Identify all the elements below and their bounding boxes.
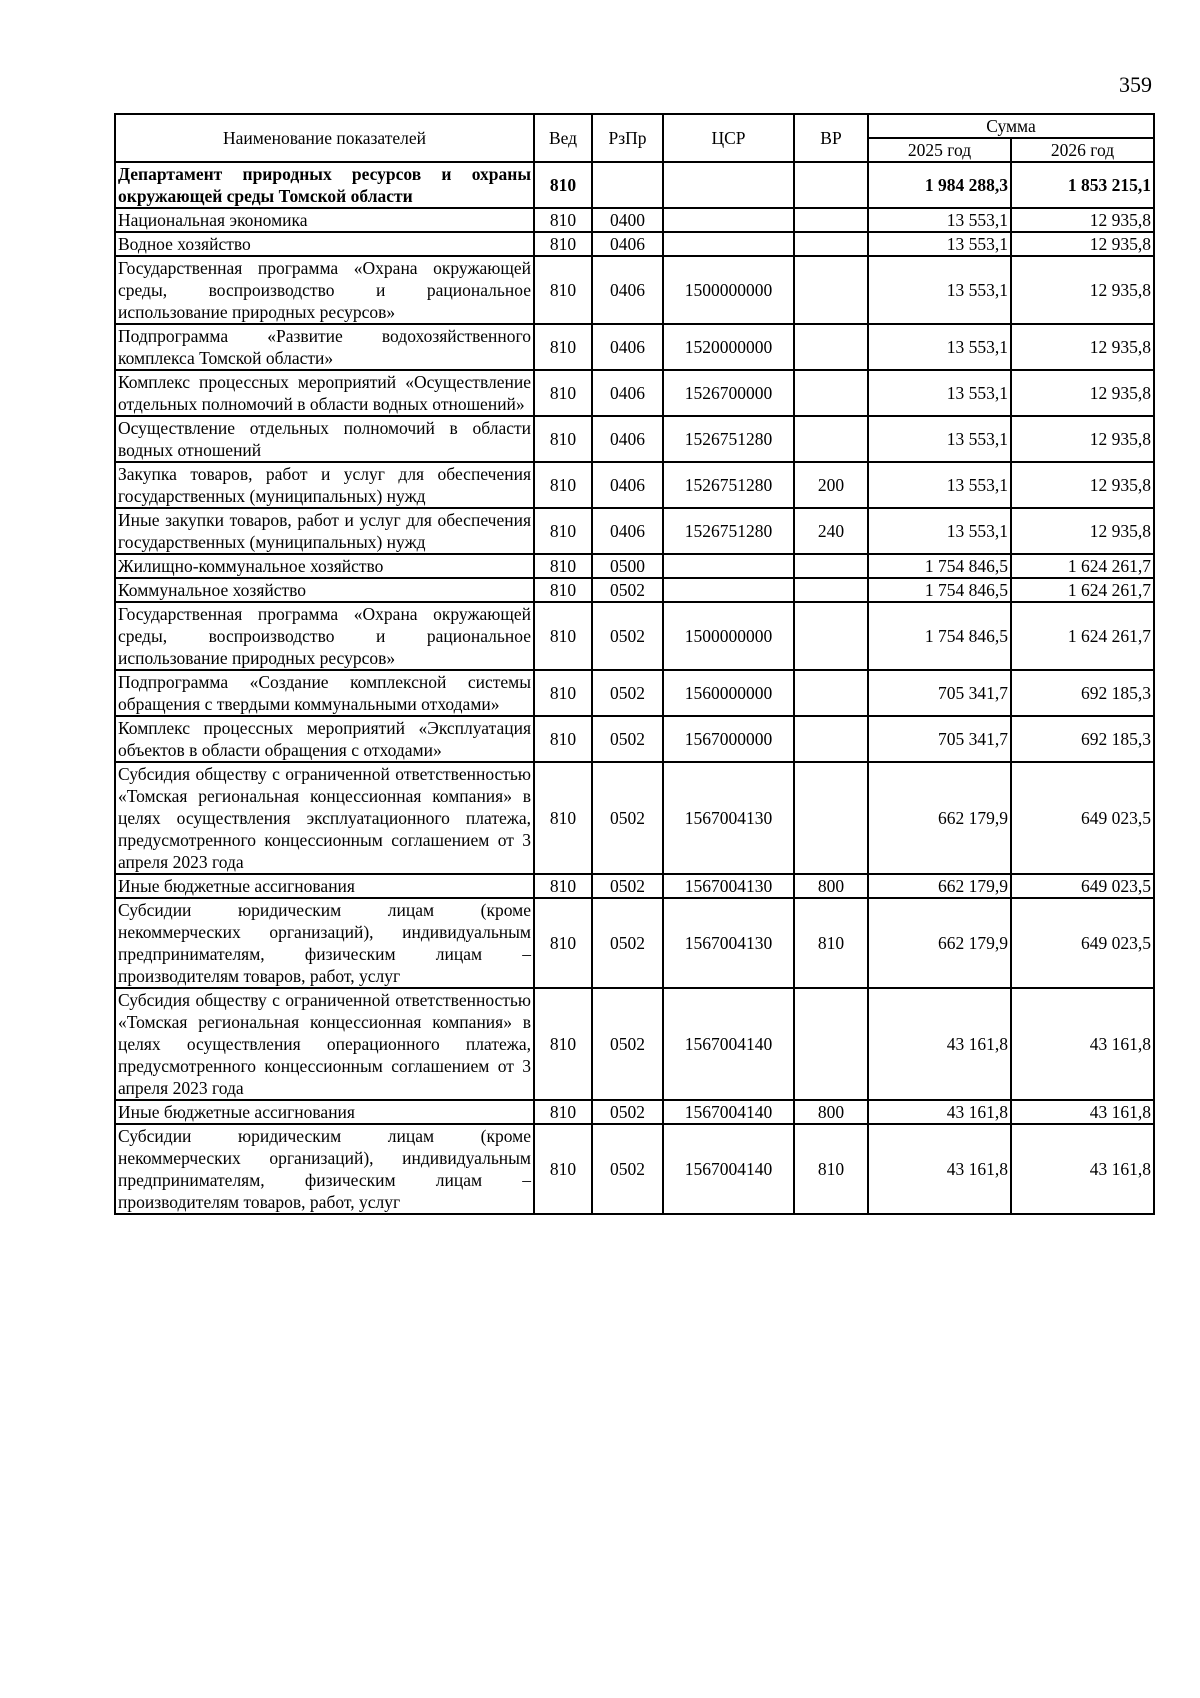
row-name: Иные бюджетные ассигнования xyxy=(115,1100,534,1124)
row-vr xyxy=(794,602,868,670)
table-row xyxy=(115,716,1154,762)
table-row xyxy=(115,162,1154,208)
row-sum-2026: 43 161,8 xyxy=(1011,1100,1154,1124)
row-rzpr: 0502 xyxy=(592,716,663,762)
table-row xyxy=(115,670,1154,716)
table-row xyxy=(115,874,1154,898)
row-name: Иные бюджетные ассигнования xyxy=(115,874,534,898)
row-vr xyxy=(794,208,868,232)
row-ved: 810 xyxy=(534,462,592,508)
row-sum-2025: 13 553,1 xyxy=(868,370,1011,416)
row-sum-2026: 12 935,8 xyxy=(1011,232,1154,256)
row-rzpr: 0500 xyxy=(592,554,663,578)
row-csr xyxy=(663,208,794,232)
row-rzpr: 0502 xyxy=(592,874,663,898)
row-name: Департамент природных ресурсов и охраны окружающей среды Томской области xyxy=(115,162,534,208)
row-sum-2025: 43 161,8 xyxy=(868,1124,1011,1214)
row-sum-2025: 13 553,1 xyxy=(868,324,1011,370)
row-rzpr: 0502 xyxy=(592,988,663,1100)
row-name: Субсидия обществу с ограниченной ответственностью «Томская региональная концессионная компания» в целях осуществления операционного платежа, предусмотренного концессионным соглашением от 3 апреля 2023 года xyxy=(115,988,534,1100)
row-rzpr: 0502 xyxy=(592,602,663,670)
row-ved: 810 xyxy=(534,716,592,762)
row-vr xyxy=(794,416,868,462)
row-ved: 810 xyxy=(534,256,592,324)
row-name: Национальная экономика xyxy=(115,208,534,232)
row-rzpr: 0406 xyxy=(592,324,663,370)
row-vr: 800 xyxy=(794,874,868,898)
row-name: Государственная программа «Охрана окружающей среды, воспроизводство и рациональное использование природных ресурсов» xyxy=(115,602,534,670)
row-name: Комплекс процессных мероприятий «Осуществление отдельных полномочий в области водных отношений» xyxy=(115,370,534,416)
row-ved: 810 xyxy=(534,232,592,256)
row-vr xyxy=(794,988,868,1100)
row-sum-2026: 43 161,8 xyxy=(1011,1124,1154,1214)
header-sum: Сумма xyxy=(868,114,1154,138)
row-vr xyxy=(794,578,868,602)
row-sum-2026: 12 935,8 xyxy=(1011,416,1154,462)
header-name: Наименование показателей xyxy=(115,114,534,162)
row-name: Подпрограмма «Развитие водохозяйственного комплекса Томской области» xyxy=(115,324,534,370)
row-name: Жилищно-коммунальное хозяйство xyxy=(115,554,534,578)
row-ved: 810 xyxy=(534,208,592,232)
budget-table xyxy=(114,113,1155,1215)
table-row xyxy=(115,1124,1154,1214)
header-year-2026: 2026 год xyxy=(1011,138,1154,162)
row-csr: 1500000000 xyxy=(663,256,794,324)
row-rzpr: 0502 xyxy=(592,762,663,874)
table-body xyxy=(115,162,1154,1214)
row-csr: 1526751280 xyxy=(663,416,794,462)
header-ved: Вед xyxy=(534,114,592,162)
row-csr: 1567004140 xyxy=(663,1124,794,1214)
row-name: Комплекс процессных мероприятий «Эксплуатация объектов в области обращения с отходами» xyxy=(115,716,534,762)
table-header xyxy=(115,114,1154,162)
row-rzpr: 0406 xyxy=(592,232,663,256)
row-rzpr: 0406 xyxy=(592,508,663,554)
row-csr xyxy=(663,578,794,602)
row-vr xyxy=(794,670,868,716)
row-sum-2025: 1 754 846,5 xyxy=(868,578,1011,602)
row-csr: 1526751280 xyxy=(663,508,794,554)
row-sum-2025: 662 179,9 xyxy=(868,762,1011,874)
row-sum-2026: 1 624 261,7 xyxy=(1011,578,1154,602)
row-csr: 1567004140 xyxy=(663,1100,794,1124)
row-sum-2026: 12 935,8 xyxy=(1011,370,1154,416)
row-sum-2025: 13 553,1 xyxy=(868,416,1011,462)
row-rzpr: 0406 xyxy=(592,370,663,416)
row-ved: 810 xyxy=(534,554,592,578)
row-ved: 810 xyxy=(534,602,592,670)
row-sum-2025: 1 754 846,5 xyxy=(868,554,1011,578)
row-sum-2025: 662 179,9 xyxy=(868,874,1011,898)
table-row xyxy=(115,578,1154,602)
row-ved: 810 xyxy=(534,898,592,988)
row-sum-2026: 692 185,3 xyxy=(1011,716,1154,762)
row-ved: 810 xyxy=(534,370,592,416)
row-sum-2025: 662 179,9 xyxy=(868,898,1011,988)
table-row xyxy=(115,898,1154,988)
row-sum-2025: 13 553,1 xyxy=(868,462,1011,508)
row-sum-2026: 1 624 261,7 xyxy=(1011,602,1154,670)
row-rzpr: 0502 xyxy=(592,670,663,716)
row-sum-2026: 649 023,5 xyxy=(1011,874,1154,898)
row-name: Субсидия обществу с ограниченной ответственностью «Томская региональная концессионная компания» в целях осуществления эксплуатационного платежа, предусмотренного концессионным соглашением от 3 апреля 2023 года xyxy=(115,762,534,874)
row-sum-2025: 43 161,8 xyxy=(868,988,1011,1100)
row-rzpr: 0502 xyxy=(592,898,663,988)
row-csr: 1567004140 xyxy=(663,988,794,1100)
row-csr xyxy=(663,232,794,256)
row-sum-2025: 43 161,8 xyxy=(868,1100,1011,1124)
row-name: Подпрограмма «Создание комплексной системы обращения с твердыми коммунальными отходами» xyxy=(115,670,534,716)
row-csr: 1567004130 xyxy=(663,874,794,898)
table-row xyxy=(115,554,1154,578)
row-ved: 810 xyxy=(534,762,592,874)
row-rzpr: 0406 xyxy=(592,256,663,324)
row-sum-2026: 1 853 215,1 xyxy=(1011,162,1154,208)
table-row xyxy=(115,602,1154,670)
table-row xyxy=(115,1100,1154,1124)
row-csr: 1526751280 xyxy=(663,462,794,508)
table-row xyxy=(115,762,1154,874)
row-rzpr: 0400 xyxy=(592,208,663,232)
row-vr: 810 xyxy=(794,898,868,988)
row-sum-2025: 705 341,7 xyxy=(868,716,1011,762)
row-sum-2025: 13 553,1 xyxy=(868,508,1011,554)
row-name: Иные закупки товаров, работ и услуг для обеспечения государственных (муниципальных) нужд xyxy=(115,508,534,554)
row-vr xyxy=(794,256,868,324)
row-sum-2026: 12 935,8 xyxy=(1011,508,1154,554)
table-row xyxy=(115,256,1154,324)
header-csr: ЦСР xyxy=(663,114,794,162)
row-vr xyxy=(794,324,868,370)
row-csr: 1526700000 xyxy=(663,370,794,416)
row-rzpr xyxy=(592,162,663,208)
table-row xyxy=(115,508,1154,554)
row-csr: 1567004130 xyxy=(663,898,794,988)
row-vr: 800 xyxy=(794,1100,868,1124)
header-rzpr: РзПр xyxy=(592,114,663,162)
row-ved: 810 xyxy=(534,1124,592,1214)
row-rzpr: 0406 xyxy=(592,462,663,508)
row-sum-2026: 649 023,5 xyxy=(1011,762,1154,874)
row-ved: 810 xyxy=(534,670,592,716)
row-sum-2025: 1 984 288,3 xyxy=(868,162,1011,208)
row-sum-2026: 12 935,8 xyxy=(1011,462,1154,508)
row-sum-2025: 13 553,1 xyxy=(868,256,1011,324)
row-rzpr: 0502 xyxy=(592,1100,663,1124)
row-name: Закупка товаров, работ и услуг для обеспечения государственных (муниципальных) нужд xyxy=(115,462,534,508)
row-vr xyxy=(794,554,868,578)
row-sum-2026: 12 935,8 xyxy=(1011,256,1154,324)
table-row xyxy=(115,370,1154,416)
row-name: Государственная программа «Охрана окружающей среды, воспроизводство и рациональное использование природных ресурсов» xyxy=(115,256,534,324)
row-ved: 810 xyxy=(534,324,592,370)
row-sum-2026: 43 161,8 xyxy=(1011,988,1154,1100)
row-sum-2025: 13 553,1 xyxy=(868,208,1011,232)
header-vr: ВР xyxy=(794,114,868,162)
table-row xyxy=(115,232,1154,256)
page-number: 359 xyxy=(1119,72,1152,97)
table-row xyxy=(115,988,1154,1100)
row-ved: 810 xyxy=(534,416,592,462)
row-csr: 1567004130 xyxy=(663,762,794,874)
row-vr xyxy=(794,232,868,256)
row-name: Субсидии юридическим лицам (кроме некоммерческих организаций), индивидуальным предпринимателям, физическим лицам – производителям товаров, работ, услуг xyxy=(115,1124,534,1214)
row-csr xyxy=(663,554,794,578)
row-sum-2026: 12 935,8 xyxy=(1011,324,1154,370)
row-ved: 810 xyxy=(534,578,592,602)
row-name: Коммунальное хозяйство xyxy=(115,578,534,602)
row-csr: 1567000000 xyxy=(663,716,794,762)
row-sum-2026: 1 624 261,7 xyxy=(1011,554,1154,578)
row-ved: 810 xyxy=(534,162,592,208)
table-row xyxy=(115,208,1154,232)
row-vr xyxy=(794,370,868,416)
row-ved: 810 xyxy=(534,874,592,898)
table-row xyxy=(115,462,1154,508)
row-sum-2026: 12 935,8 xyxy=(1011,208,1154,232)
row-name: Осуществление отдельных полномочий в области водных отношений xyxy=(115,416,534,462)
row-ved: 810 xyxy=(534,988,592,1100)
row-name: Водное хозяйство xyxy=(115,232,534,256)
row-csr: 1560000000 xyxy=(663,670,794,716)
row-sum-2025: 705 341,7 xyxy=(868,670,1011,716)
header-year-2025: 2025 год xyxy=(868,138,1011,162)
row-vr: 810 xyxy=(794,1124,868,1214)
row-ved: 810 xyxy=(534,1100,592,1124)
row-vr: 240 xyxy=(794,508,868,554)
row-vr: 200 xyxy=(794,462,868,508)
row-csr xyxy=(663,162,794,208)
row-ved: 810 xyxy=(534,508,592,554)
row-sum-2026: 692 185,3 xyxy=(1011,670,1154,716)
row-vr xyxy=(794,762,868,874)
row-vr xyxy=(794,162,868,208)
row-rzpr: 0502 xyxy=(592,578,663,602)
table-row xyxy=(115,416,1154,462)
row-csr: 1500000000 xyxy=(663,602,794,670)
row-rzpr: 0406 xyxy=(592,416,663,462)
row-rzpr: 0502 xyxy=(592,1124,663,1214)
table-row xyxy=(115,324,1154,370)
row-vr xyxy=(794,716,868,762)
row-sum-2026: 649 023,5 xyxy=(1011,898,1154,988)
row-name: Субсидии юридическим лицам (кроме некоммерческих организаций), индивидуальным предпринимателям, физическим лицам – производителям товаров, работ, услуг xyxy=(115,898,534,988)
row-csr: 1520000000 xyxy=(663,324,794,370)
row-sum-2025: 1 754 846,5 xyxy=(868,602,1011,670)
row-sum-2025: 13 553,1 xyxy=(868,232,1011,256)
